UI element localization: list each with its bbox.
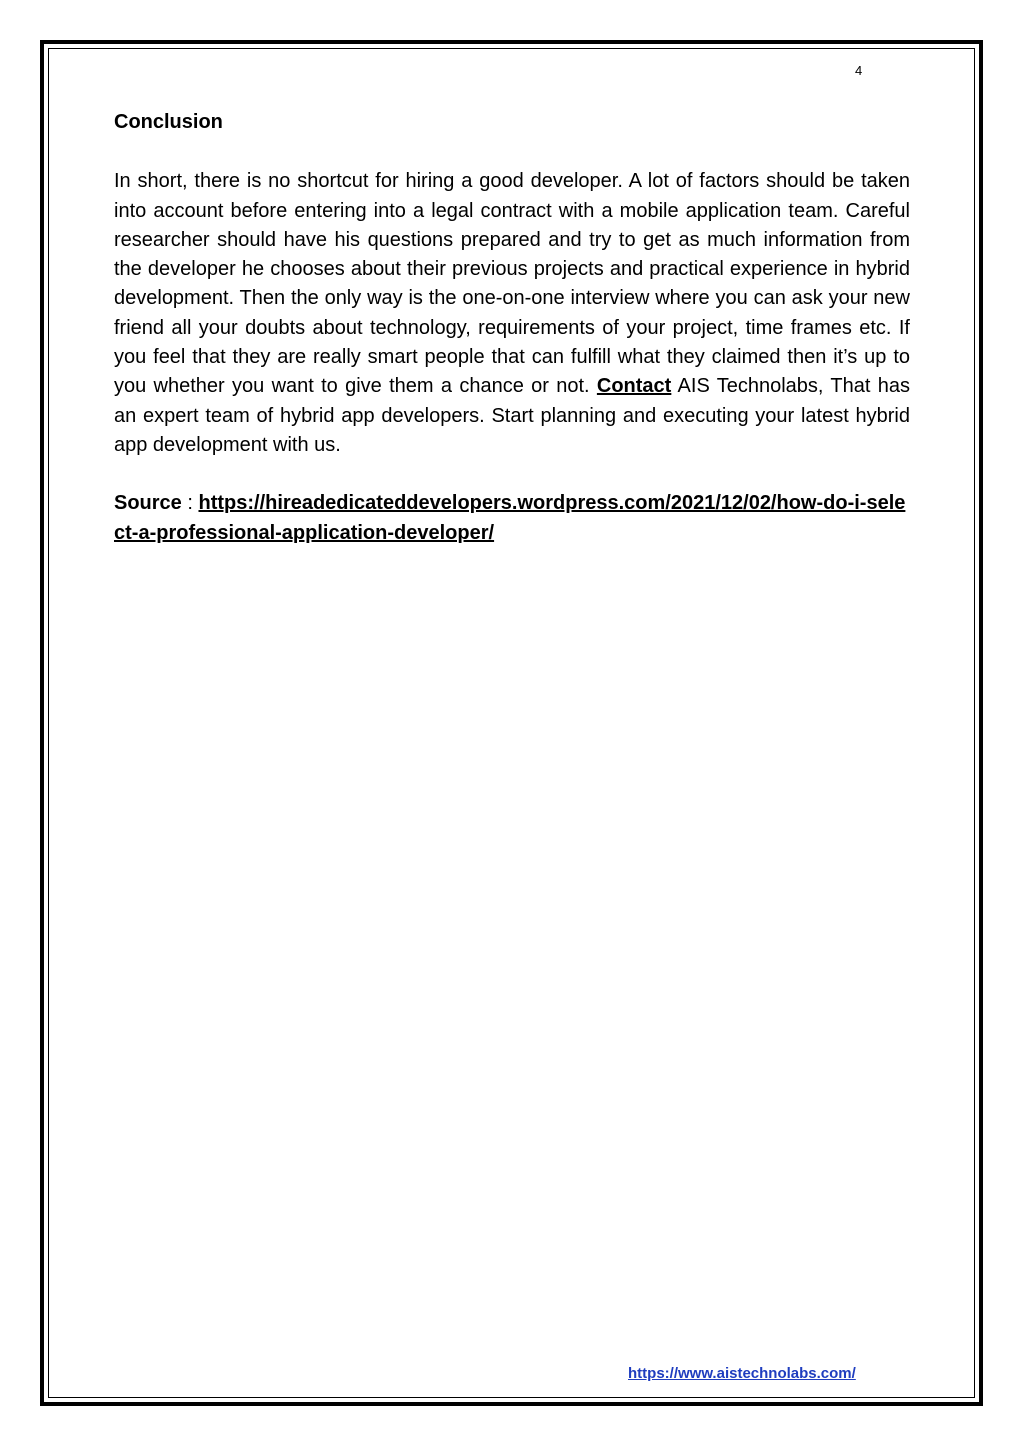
source-line xyxy=(114,489,910,548)
contact-link[interactable]: Contact xyxy=(596,375,672,398)
section-heading: Conclusion xyxy=(114,111,223,133)
page-number: 4 xyxy=(855,63,863,78)
document-content xyxy=(114,108,910,548)
source-label: Source xyxy=(114,492,182,515)
source-separator: : xyxy=(181,492,199,515)
paragraph-text-before-link: In short, there is no shortcut for hiring a good developer. A lot of factors should be taken into account before entering into a legal contract with a mobile application team. Careful researcher should have his questions prepared and try to get as much information from the developer he chooses about their previous projects and practical experience in hybrid development. Then the only way is the one-on-one interview where you can ask your new friend all your doubts about technology, requirements of your project, time frames etc. If you feel that they are really smart people that can fulfill what they claimed then it’s up to you whether you want to give them a chance or not. xyxy=(114,170,910,398)
paragraph-text-after-link: AIS Technolabs, That has an expert team of hybrid app developers. Start planning and executing your latest hybrid app development with us. xyxy=(114,375,910,456)
source-url-link[interactable]: https://hireadedicateddevelopers.wordpress.com/2021/12/02/how-do-i-select-a-professional-application-developer/ xyxy=(114,492,906,544)
footer-website-link[interactable]: https://www.aistechnolabs.com/ xyxy=(628,1365,856,1382)
conclusion-paragraph xyxy=(114,167,910,460)
